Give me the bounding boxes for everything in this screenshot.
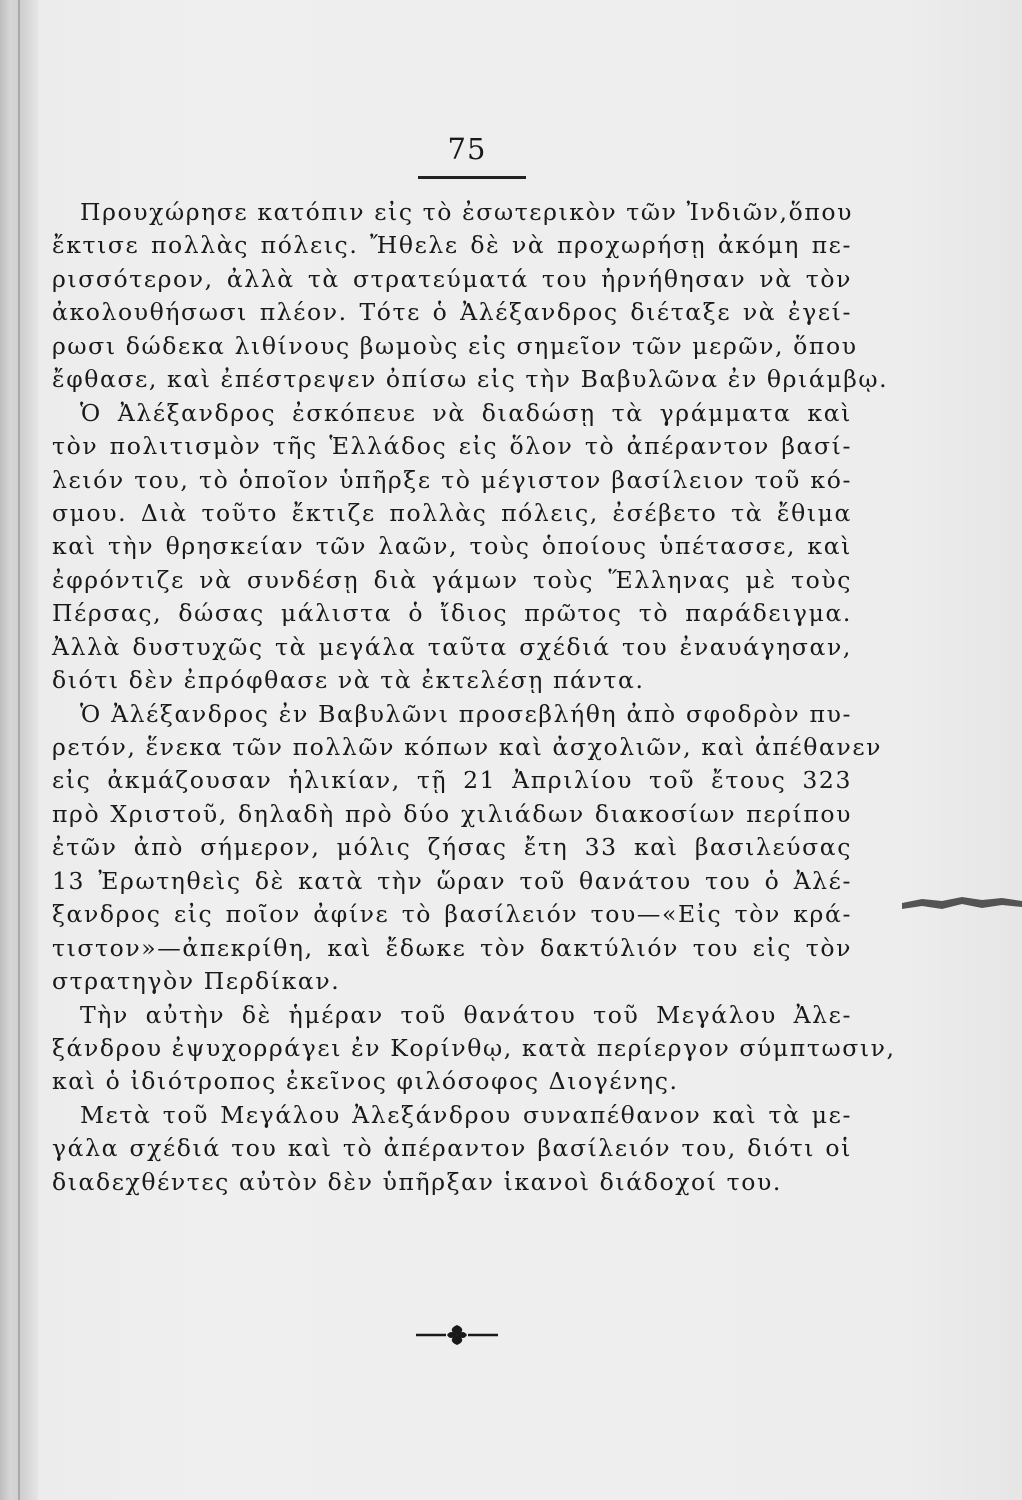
page-tear-mark: [902, 885, 1022, 925]
text-line: πρὸ Χριστοῦ, δηλαδὴ πρὸ δύο χιλιάδων διακοσίων περίπου: [52, 799, 852, 828]
text-line: ἐφρόντιζε νὰ συνδέσῃ διὰ γάμων τοὺς Ἕλληνας μὲ τοὺς: [52, 565, 852, 594]
text-line: Ὁ Ἀλέξανδρος ἐν Βαβυλῶνι προσεβλήθη ἀπὸ σφοδρὸν πυ-: [80, 699, 852, 728]
page-number-rule: [418, 176, 526, 179]
text-line: ρισσότερον, ἀλλὰ τὰ στρατεύματά του ἠρνήθησαν νὰ τὸν: [52, 264, 852, 293]
text-line: ρωσι δώδεκα λιθίνους βωμοὺς εἰς σημεῖον τῶν μερῶν, ὅπου: [52, 331, 858, 360]
text-line: γάλα σχέδιά του καὶ τὸ ἀπέραντον βασίλειόν του, διότι οἱ: [52, 1134, 852, 1163]
text-line: Ὁ Ἀλέξανδρος ἐσκόπευε νὰ διαδώσῃ τὰ γράμματα καὶ: [80, 398, 852, 427]
text-line: 13 Ἐρωτηθεὶς δὲ κατὰ τὴν ὥραν τοῦ θανάτου του ὁ Ἀλέ-: [52, 866, 852, 895]
text-line: ἐτῶν ἀπὸ σήμερον, μόλις ζήσας ἔτη 33 καὶ βασιλεύσας: [52, 833, 852, 862]
page-binding: [0, 0, 38, 1500]
text-line: ἀκολουθήσωσι πλέον. Τότε ὁ Ἀλέξανδρος διέταξε νὰ ἐγεί-: [52, 298, 852, 327]
text-line: Ἀλλὰ δυστυχῶς τὰ μεγάλα ταῦτα σχέδιά του ἐναυάγησαν,: [52, 632, 852, 661]
text-line: λειόν του, τὸ ὁποῖον ὑπῆρξε τὸ μέγιστον βασίλειον τοῦ κό-: [52, 465, 852, 494]
body-text: [52, 196, 896, 1199]
text-line: στρατηγὸν Περδίκαν.: [52, 967, 341, 996]
text-line: ἔκτισε πολλὰς πόλεις. Ἤθελε δὲ νὰ προχωρήσῃ ἀκόμη πε-: [52, 231, 852, 260]
text-line: καὶ τὴν θρησκείαν τῶν λαῶν, τοὺς ὁποίους ὑπέτασσε, καὶ: [52, 532, 852, 561]
text-line: τιστον»—ἀπεκρίθη, καὶ ἔδωκε τὸν δακτύλιόν του εἰς τὸν: [52, 933, 852, 962]
text-line: ρετόν, ἕνεκα τῶν πολλῶν κόπων καὶ ἀσχολιῶν, καὶ ἀπέθανεν: [52, 733, 883, 761]
text-line: εἰς ἀκμάζουσαν ἡλικίαν, τῇ 21 Ἀπριλίου τοῦ ἔτους 323: [52, 766, 852, 795]
binding-crease: [18, 0, 20, 1500]
text-line: καὶ ὁ ἰδιότροπος ἐκεῖνος φιλόσοφος Διογένης.: [52, 1067, 679, 1096]
text-line: Προυχώρησε κατόπιν εἰς τὸ ἐσωτερικὸν τῶν Ἰνδιῶν,ὅπου: [80, 198, 854, 226]
text-line: Πέρσας, δώσας μάλιστα ὁ ἴδιος πρῶτος τὸ παράδειγμα.: [52, 599, 852, 628]
page-number: 75: [447, 132, 487, 166]
text-line: σμου. Διὰ τοῦτο ἔκτιζε πολλὰς πόλεις, ἐσέβετο τὰ ἔθιμα: [52, 498, 852, 527]
text-line: διαδεχθέντες αὐτὸν δὲν ὑπῆρξαν ἱκανοὶ διάδοχοί του.: [52, 1167, 782, 1196]
text-line: διότι δὲν ἐπρόφθασε νὰ τὰ ἐκτελέσῃ πάντα.: [52, 666, 645, 695]
text-line: ξανδρος εἰς ποῖον ἀφίνε τὸ βασίλειόν του—«Εἰς τὸν κρά-: [52, 900, 852, 929]
text-line: τὸν πολιτισμὸν τῆς Ἑλλάδος εἰς ὅλον τὸ ἀπέραντον βασί-: [52, 432, 852, 461]
text-line: Μετὰ τοῦ Μεγάλου Ἀλεξάνδρου συναπέθανον καὶ τὰ με-: [80, 1100, 852, 1129]
text-line: ξάνδρου ἐψυχορράγει ἐν Κορίνθῳ, κατὰ περίεργον σύμπτωσιν,: [52, 1033, 896, 1062]
fleuron-ornament-icon: [412, 1320, 502, 1350]
text-line: Τὴν αὐτὴν δὲ ἡμέραν τοῦ θανάτου τοῦ Μεγάλου Ἀλε-: [80, 1000, 852, 1029]
text-line: ἔφθασε, καὶ ἐπέστρεψεν ὀπίσω εἰς τὴν Βαβυλῶνα ἐν θριάμβῳ.: [52, 365, 889, 394]
